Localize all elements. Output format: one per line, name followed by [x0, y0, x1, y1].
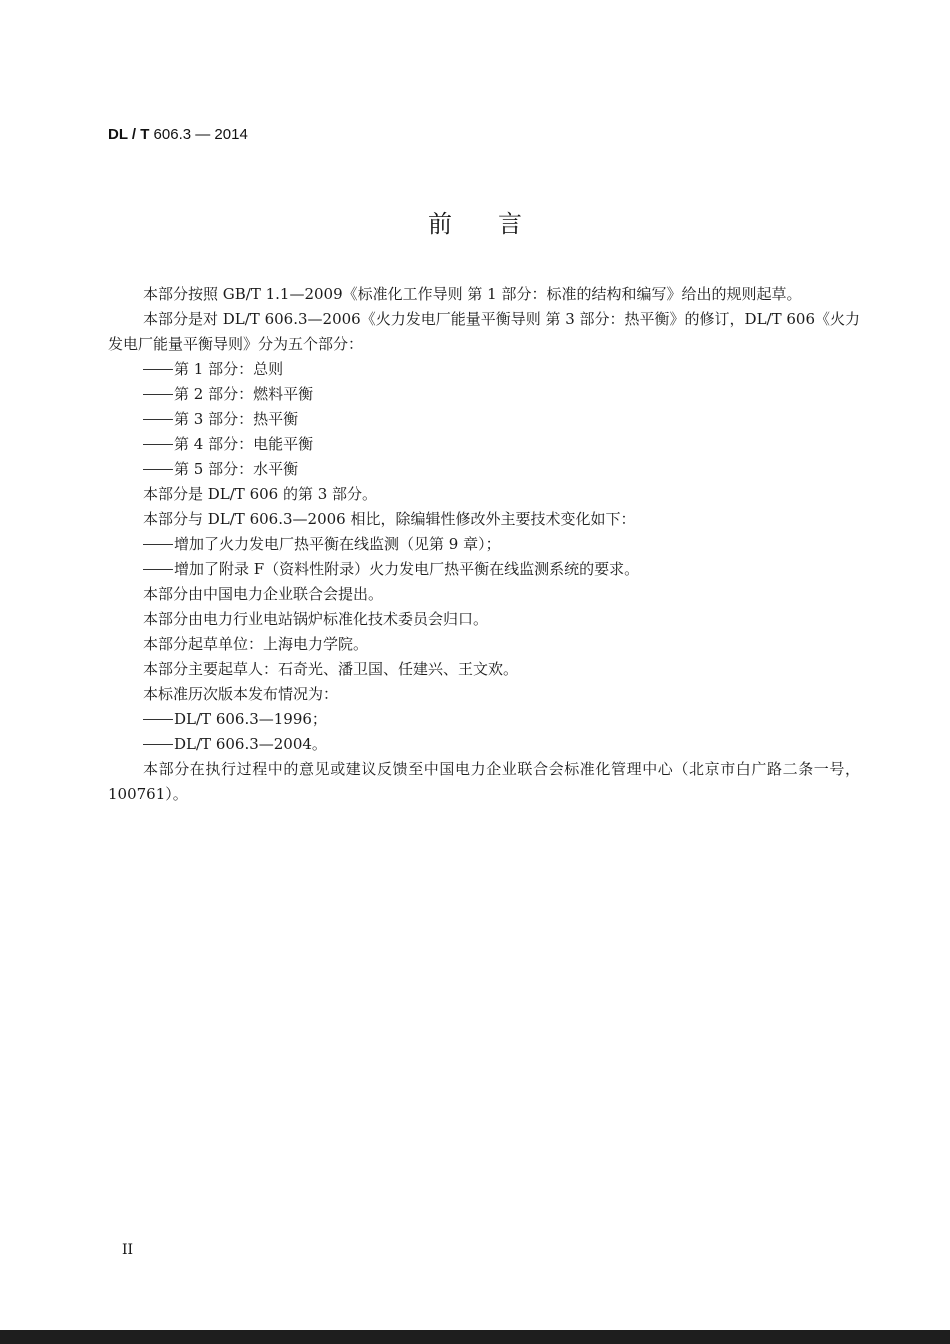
standard-code-number: 606.3 — 2014: [149, 126, 248, 143]
paragraph-proposed-by: 本部分由中国电力企业联合会提出。: [143, 585, 384, 603]
foreword-body: [108, 282, 860, 807]
list-item: 第 4 部分：电能平衡: [108, 432, 860, 457]
em-dash: [143, 469, 173, 470]
paragraph-changes-intro: 本部分与 DL/T 606.3—2006 相比，除编辑性修改外主要技术变化如下：: [143, 510, 636, 528]
list-item: 第 2 部分：燃料平衡: [108, 382, 860, 407]
em-dash: [143, 719, 173, 720]
paragraph-technical-committee: 本部分由电力行业电站锅炉标准化技术委员会归口。: [143, 610, 489, 628]
list-item: 增加了火力发电厂热平衡在线监测（见第 9 章）；: [108, 532, 860, 557]
paragraph-feedback: 本部分在执行过程中的意见或建议反馈至中国电力企业联合会标准化管理中心（北京市白广路二条一号，100761）。: [108, 760, 860, 803]
list-item: 第 1 部分：总则: [108, 357, 860, 382]
standard-code-prefix: DL / T: [108, 126, 150, 143]
list-item: DL/T 606.3—2004。: [108, 732, 860, 757]
list-item: 第 5 部分：水平衡: [108, 457, 860, 482]
em-dash: [143, 569, 173, 570]
paragraph-part-number: 本部分是 DL/T 606 的第 3 部分。: [143, 485, 378, 503]
page-number: II: [122, 1242, 134, 1258]
bottom-edge-bar: [0, 1330, 950, 1344]
em-dash: [143, 369, 173, 370]
em-dash: [143, 419, 173, 420]
em-dash: [143, 744, 173, 745]
title-char-1: 前: [428, 210, 452, 238]
paragraph-drafting-rules: 本部分按照 GB/T 1.1—2009《标准化工作导则 第 1 部分：标准的结构和编写》给出的规则起草。: [143, 285, 802, 303]
list-item: DL/T 606.3—1996；: [108, 707, 860, 732]
list-item: 增加了附录 F（资料性附录）火力发电厂热平衡在线监测系统的要求。: [108, 557, 860, 582]
title-char-2: 言: [498, 210, 522, 238]
list-item: 第 3 部分：热平衡: [108, 407, 860, 432]
paragraph-history-intro: 本标准历次版本发布情况为：: [143, 685, 339, 703]
standard-code: [108, 126, 248, 143]
paragraph-drafters: 本部分主要起草人：石奇光、潘卫国、任建兴、王文欢。: [143, 660, 519, 678]
em-dash: [143, 544, 173, 545]
paragraph-drafting-unit: 本部分起草单位：上海电力学院。: [143, 635, 369, 653]
page-title: [0, 204, 950, 239]
paragraph-revision: 本部分是对 DL/T 606.3—2006《火力发电厂能量平衡导则 第 3 部分：热平衡》的修订，DL/T 606《火力发电厂能量平衡导则》分为五个部分：: [108, 310, 860, 353]
em-dash: [143, 394, 173, 395]
em-dash: [143, 444, 173, 445]
